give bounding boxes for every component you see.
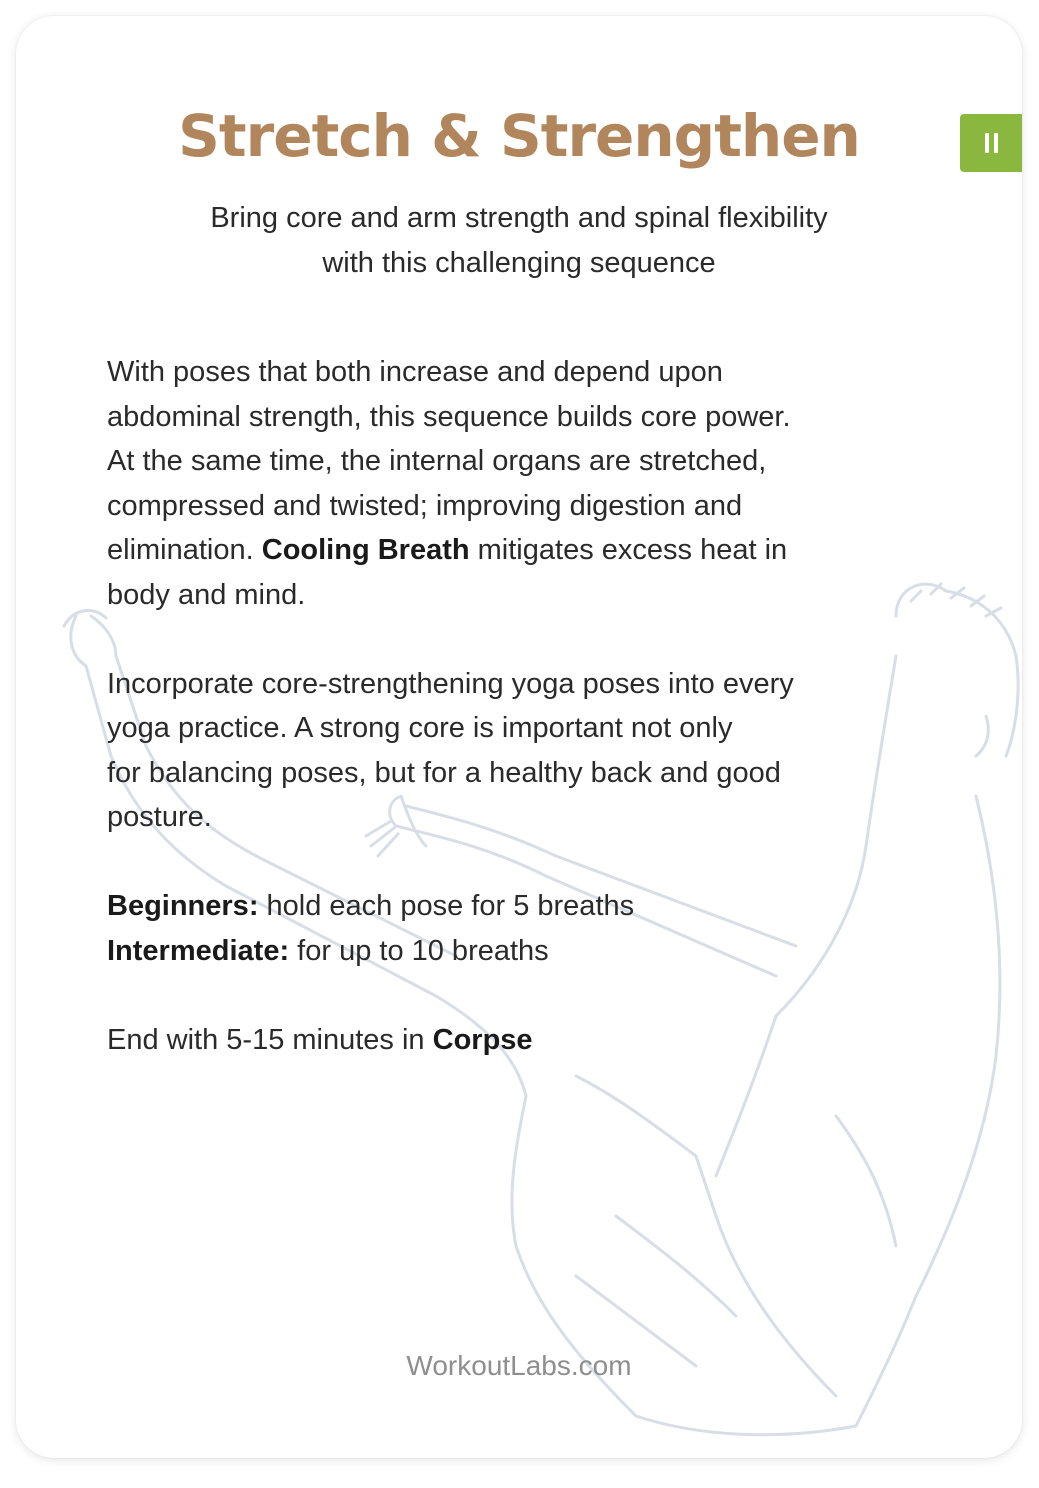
pause-bars-icon (985, 133, 989, 153)
page-title: Stretch & Strengthen (178, 102, 860, 170)
level-badge (960, 114, 1022, 172)
intermediate-label: Intermediate: (107, 934, 290, 967)
intermediate-text: for up to 10 breaths (289, 934, 549, 967)
beginners-text: hold each pose for 5 breaths (258, 890, 635, 922)
subtitle-line-1: Bring core and arm strength and spinal flexibility (210, 202, 828, 234)
subtitle (116, 196, 922, 286)
cooling-breath-emphasis: Cooling Breath (261, 534, 470, 566)
ending-note: End with 5-15 minutes in Corpse (107, 1023, 533, 1056)
paragraph-core: Incorporate core-strengthening yoga poses into every yoga practice. A strong core is important not only for balancing poses, but for a healthy back and good posture. (107, 667, 794, 833)
levels-block (107, 884, 967, 973)
card (16, 16, 1022, 1458)
paragraph-intro: With poses that both increase and depend upon abdominal strength, this sequence builds core power. At the same time, the internal organs are stretched, compressed and twisted; improving digestion and elimination. Cooling Breath mitigates excess heat in body and mind. (107, 356, 791, 611)
body-text (107, 350, 967, 1107)
beginners-label: Beginners: (107, 890, 259, 922)
corpse-emphasis: Corpse (432, 1023, 533, 1056)
subtitle-line-2: with this challenging sequence (322, 247, 716, 279)
footer-brand: WorkoutLabs.com (406, 1350, 632, 1381)
